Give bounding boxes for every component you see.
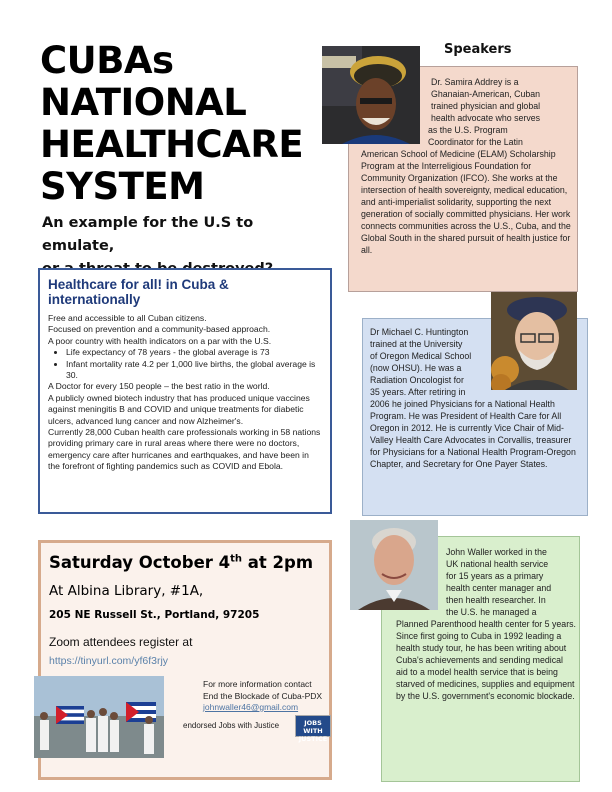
title-line: CUBAs bbox=[40, 39, 174, 82]
speaker-bio-john-rest: Planned Parenthood health center for 5 years. Since first going to Cuba in 1992 leading a health study tour, he has been writing about Cuba's achievements and sending medical aid to a model health service that is being starved of medicines, supplies and equipment by the U.S. government's economic blockade. bbox=[396, 619, 576, 701]
portrait-john bbox=[350, 520, 438, 610]
healthcare-line: Focused on prevention and a community-based approach. bbox=[48, 324, 271, 335]
bio-line: Dr Michael C. Huntington bbox=[370, 327, 469, 337]
bio-line: for 15 years as a primary bbox=[446, 571, 544, 581]
bio-line: Radiation Oncologist for bbox=[370, 375, 464, 385]
contact-line: For more information contact bbox=[203, 679, 312, 689]
logo-text: JOBS bbox=[304, 719, 322, 727]
bio-line: trained physician and global bbox=[431, 101, 541, 111]
contact-line: End the Blockade of Cuba-PDX bbox=[203, 690, 323, 701]
event-date bbox=[49, 553, 313, 572]
healthcare-bullets bbox=[48, 347, 322, 381]
bio-line: Dr. Samira Addrey is a bbox=[431, 77, 519, 87]
healthcare-bullet: • Infant mortality rate 4.2 per 1,000 live births, the global average is 30. bbox=[66, 359, 322, 382]
speaker-photo-michael bbox=[491, 292, 577, 390]
event-address: 205 NE Russell St., Portland, 97205 bbox=[49, 609, 260, 621]
healthcare-body bbox=[48, 313, 322, 473]
bio-line: health advocate who serves bbox=[431, 113, 541, 123]
bio-line: Ghanaian-American, Cuban bbox=[431, 89, 541, 99]
register-link[interactable]: https://tinyurl.com/yf6f3rjy bbox=[49, 655, 169, 667]
speaker-bio-michael-top bbox=[370, 326, 494, 398]
healthcare-title: Healthcare for all! in Cuba & internationally bbox=[48, 277, 229, 307]
event-place: At Albina Library, #1A, bbox=[49, 583, 204, 599]
rally-photo bbox=[34, 676, 164, 758]
healthcare-line: A publicly owned biotech industry that has produced unique vaccines against meningitis B and COVID and unique treatments for diabetic ulcers, advanced lung cancer and now Alzheimer's. bbox=[48, 392, 310, 426]
bio-line: then health researcher. In bbox=[446, 595, 546, 605]
healthcare-line: Free and accessible to all Cuban citizens. bbox=[48, 313, 207, 323]
logo-text: WITH bbox=[303, 727, 323, 735]
jobs-with-justice-logo bbox=[295, 715, 331, 743]
speaker-bio-samira-rest: American School of Medicine (ELAM) Scholarship Program at the Interreligious Foundation for Community Organization (IFCO). She works at the intersection of health sovereignty, medical education, and anti-imperialist solidarity, supporting the next generation of socially committed physicians. Her work connects communities across the U.S., Cuba, and the Global South in the shared pursuit of health justice for all. bbox=[361, 149, 571, 255]
bio-line: trained at the University bbox=[370, 339, 463, 349]
rally-photo-image bbox=[34, 676, 164, 758]
bio-line: as the U.S. Program bbox=[428, 125, 508, 135]
speakers-heading: Speakers bbox=[444, 42, 512, 57]
cuban-flag-left bbox=[56, 706, 84, 724]
event-date-prefix: Saturday October 4 bbox=[49, 553, 231, 572]
zoom-text: Zoom attendees register at bbox=[49, 635, 193, 649]
bio-line: 35 years. After retiring in bbox=[370, 387, 466, 397]
subtitle-line: An example for the U.S to emulate, bbox=[42, 215, 254, 254]
endorsement-text: endorsed Jobs with Justice bbox=[183, 721, 280, 730]
speaker-bio-samira-mid bbox=[428, 124, 576, 148]
title-line: NATIONAL bbox=[40, 81, 247, 124]
healthcare-bullet: • Life expectancy of 78 years - the global average is 73 bbox=[66, 347, 322, 358]
bio-line: (now OHSU). He was a bbox=[370, 363, 462, 373]
portrait-samira bbox=[322, 46, 420, 144]
bio-line: UK national health service bbox=[446, 559, 549, 569]
contact-email-link[interactable]: johnwaller46@gmail.com bbox=[203, 702, 299, 712]
bio-line: of Oregon Medical School bbox=[370, 351, 472, 361]
speaker-photo-john bbox=[350, 520, 438, 610]
healthcare-line: A Doctor for every 150 people – the best ratio in the world. bbox=[48, 381, 270, 392]
page-title bbox=[40, 40, 310, 208]
title-line: HEALTHCARE bbox=[40, 123, 304, 166]
bio-line: Coordinator for the Latin bbox=[428, 137, 523, 147]
speaker-bio-samira-top bbox=[431, 76, 576, 124]
title-line: SYSTEM bbox=[40, 165, 205, 208]
bio-line: John Waller worked in the bbox=[446, 547, 547, 557]
healthcare-line: A poor country with health indicators on a par with the U.S. bbox=[48, 335, 272, 346]
speaker-photo-samira bbox=[322, 46, 420, 144]
event-date-sup: th bbox=[230, 553, 243, 565]
healthcare-box bbox=[38, 268, 332, 514]
bio-line: health center manager and bbox=[446, 583, 552, 593]
bio-line: the U.S. he managed a bbox=[446, 607, 537, 617]
portrait-michael bbox=[491, 292, 577, 390]
healthcare-line: Currently 28,000 Cuban health care professionals working in 58 nations providing primary care in rural areas where there were no doctors, emergency care after hurricanes and earthquakes, and have been in the forefront of fighting pandemics such as COVID and Ebola. bbox=[48, 427, 321, 472]
logo-text: JUSTICE bbox=[298, 735, 328, 743]
speaker-bio-john-top bbox=[446, 546, 578, 618]
contact-info bbox=[203, 679, 333, 714]
event-date-suffix: at 2pm bbox=[242, 553, 314, 572]
speaker-bio-michael-rest: 2006 he joined Physicians for a National Health Program. He was President of Health Care for All Oregon in 2012. He is currently Vice Chair of Mid-Valley Health Care Advocates in Corvallis, treasurer for Physicians for a National Health Program-Oregon Chapter, and Secretary for One Payer States. bbox=[370, 399, 576, 469]
